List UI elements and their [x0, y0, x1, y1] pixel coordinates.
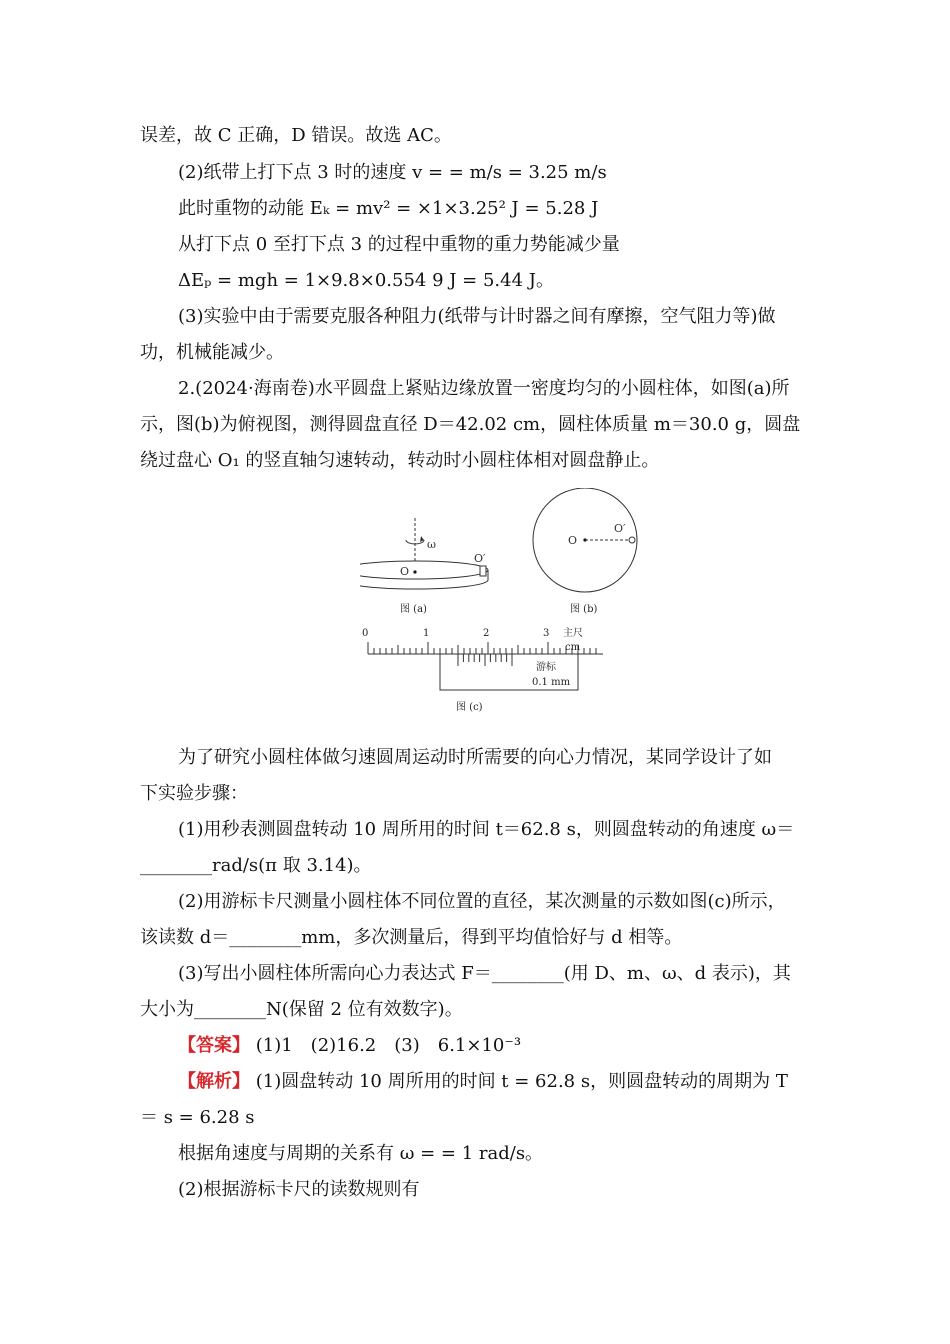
small-cylinder — [480, 566, 486, 576]
answer-text: (1)1 (2)16.2 (3) 6.1×10⁻³ — [255, 1035, 522, 1056]
text-line: ΔEₚ = mgh = 1×9.8×0.554 9 J = 5.44 J。 — [178, 270, 554, 291]
center-o-label-b: O — [568, 534, 578, 547]
text-line: (2)纸带上打下点 3 时的速度 v = = m/s = 3.25 m/s — [178, 162, 607, 183]
answer-line — [178, 1035, 521, 1057]
o-prime-label-a: O′ — [474, 552, 486, 565]
main-scale-number: 1 — [423, 628, 430, 639]
figure-c-caption: 图 (c) — [456, 702, 483, 713]
text-line: 功，机械能减少。 — [140, 342, 284, 363]
vernier-scale-ticks — [458, 654, 512, 666]
text-line: (3)实验中由于需要克服各种阻力(纸带与计时器之间有摩擦，空气阻力等)做 — [178, 306, 776, 327]
figure-apparatus — [360, 488, 640, 718]
disc-top — [360, 561, 488, 579]
analysis-line — [178, 1071, 788, 1093]
main-scale-number: 3 — [543, 628, 550, 639]
answer-tag: 【答案】 — [178, 1035, 250, 1056]
figure-b — [533, 488, 637, 615]
text-line: 2.(2024·海南卷)水平圆盘上紧贴边缘放置一密度均匀的小圆柱体，如图(a)所 — [178, 378, 790, 399]
text-line: (2)用游标卡尺测量小圆柱体不同位置的直径，某次测量的示数如图(c)所示， — [178, 891, 786, 912]
figure-c — [362, 627, 603, 713]
main-scale-unit: cm — [565, 642, 581, 653]
text-line: (3)写出小圆柱体所需向心力表达式 F＝________(用 D、m、ω、d 表示)，其 — [178, 963, 791, 984]
vernier-unit: 0.1 mm — [532, 677, 571, 688]
main-scale-label: 主尺 — [563, 628, 583, 639]
omega-label: ω — [427, 538, 436, 551]
figure-a — [360, 518, 488, 615]
text-line: 此时重物的动能 Eₖ = mv² = ×1×3.25² J = 5.28 J — [178, 198, 599, 219]
vernier-label: 游标 — [536, 662, 556, 673]
text-line: 根据角速度与周期的关系有 ω = = 1 rad/s。 — [178, 1143, 544, 1164]
figure-a-caption: 图 (a) — [400, 604, 427, 615]
text-line: 为了研究小圆柱体做匀速圆周运动时所需要的向心力情况，某同学设计了如 — [178, 747, 772, 768]
center-o-label: O — [400, 565, 410, 578]
figure-b-caption: 图 (b) — [570, 604, 598, 615]
text-line: ＝ s = 6.28 s — [140, 1107, 255, 1128]
text-line: 从打下点 0 至打下点 3 的过程中重物的重力势能减少量 — [178, 234, 620, 255]
text-line: (2)根据游标卡尺的读数规则有 — [178, 1179, 420, 1200]
main-scale-ticks — [368, 642, 596, 654]
text-line: 下实验步骤： — [140, 783, 248, 804]
text-line: 示，图(b)为俯视图，测得圆盘直径 D＝42.02 cm，圆柱体质量 m＝30.0 g，圆盘 — [140, 414, 801, 435]
text-line: 误差，故 C 正确，D 错误。故选 AC。 — [140, 125, 452, 146]
text-line: (1)用秒表测圆盘转动 10 周所用的时间 t＝62.8 s，则圆盘转动的角速度 ω＝ — [178, 819, 795, 840]
figure-svg — [360, 488, 640, 718]
text-line: 大小为________N(保留 2 位有效数字)。 — [140, 999, 463, 1020]
main-scale-number: 0 — [362, 628, 369, 639]
main-scale-number: 2 — [483, 628, 490, 639]
text-line: 绕过盘心 O₁ 的竖直轴匀速转动，转动时小圆柱体相对圆盘静止。 — [140, 450, 660, 471]
analysis-text: (1)圆盘转动 10 周所用的时间 t = 62.8 s，则圆盘转动的周期为 T — [255, 1071, 788, 1092]
o-prime-label-b: O′ — [614, 522, 626, 535]
analysis-tag: 【解析】 — [178, 1071, 250, 1092]
text-line: 该读数 d＝________mm，多次测量后，得到平均值恰好与 d 相等。 — [140, 927, 683, 948]
text-line: ________rad/s(π 取 3.14)。 — [140, 855, 372, 876]
